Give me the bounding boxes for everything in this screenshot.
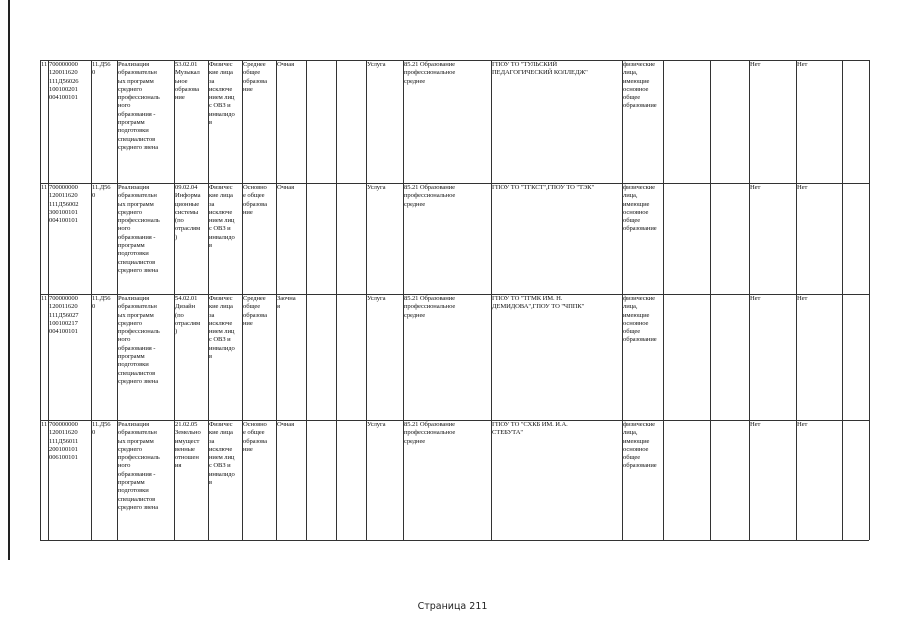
okved-code-cell: 11.Д56 0 [92,184,111,200]
flag-1-cell: Нет [750,61,761,68]
specialty-cell: 54.02.01 Дизайн (по отраслям ) [175,295,201,336]
flag-2-cell: Нет [797,421,808,428]
okved-name-cell: 85.21 Образование профессиональное среднее [404,184,456,208]
service-type-cell: Услуга [367,184,386,191]
row-number-cell: 11 [41,295,47,302]
row-number-cell: 11 [41,61,47,68]
specialty-cell: 21.02.05 Земельно имущест венные отношен ия [175,421,201,470]
specialty-cell: 53.02.01 Музыкал ьное образова ние [175,61,200,102]
row-number-cell: 11 [41,184,47,191]
study-form-cell: Очная [277,61,295,68]
consumers-cell: физические лица, имеющие основное общее образование [623,421,657,470]
service-type-cell: Услуга [367,421,386,428]
service-type-cell: Услуга [367,295,386,302]
okved-name-cell: 85.21 Образование профессиональное среднее [404,421,456,445]
registry-code-cell: 700000000 120011620 111Д56002 300100101 004100101 [49,184,79,225]
organization-cell: ГПОУ ТО "СХКБ ИМ. И.А. СТЕБУТА" [492,421,568,437]
consumer-category-cell: Физичес кие лица за исключе нием лиц с ОВЗ и инвалидо в [209,61,235,127]
registry-code-cell: 700000000 120011620 111Д56027 100100217 004100101 [49,295,79,336]
education-level-cell: Среднее общее образова ние [243,61,267,93]
table-column-line [663,60,664,540]
page-number: Страница 211 [417,601,488,612]
flag-1-cell: Нет [750,421,761,428]
organization-cell: ГПОУ ТО "ТГМК ИМ. Н. ДЕМИДОВА",ГПОУ ТО "ЧППК" [492,295,585,311]
education-level-cell: Основно е общее образова ние [243,421,267,453]
okved-code-cell: 11.Д56 0 [92,421,111,437]
study-form-cell: Очная [277,184,295,191]
consumers-cell: физические лица, имеющие основное общее образование [623,295,657,344]
service-name-cell: Реализация образовательн ых программ среднего профессиональ ного образования - программ подготовки специалистов среднего звена [118,184,160,274]
row-number-cell: 11 [41,421,47,428]
okved-code-cell: 11.Д56 0 [92,295,111,311]
flag-2-cell: Нет [797,184,808,191]
study-form-cell: Заочна я [277,295,296,311]
registry-code-cell: 700000000 120011620 111Д56026 100100201 004100101 [49,61,79,102]
table-column-line [306,60,307,540]
flag-1-cell: Нет [750,295,761,302]
education-level-cell: Основно е общее образова ние [243,184,267,216]
table-row-line [40,540,869,541]
page-left-border [8,0,10,560]
education-level-cell: Среднее общее образова ние [243,295,267,327]
consumer-category-cell: Физичес кие лица за исключе нием лиц с ОВЗ и инвалидо в [209,295,235,361]
okved-code-cell: 11.Д56 0 [92,61,111,77]
service-name-cell: Реализация образовательн ых программ среднего профессиональ ного образования - программ подготовки специалистов среднего звена [118,295,160,385]
service-name-cell: Реализация образовательн ых программ среднего профессиональ ного образования - программ подготовки специалистов среднего звена [118,421,160,511]
table-column-line [710,60,711,540]
okved-name-cell: 85.21 Образование профессиональное среднее [404,295,456,319]
organization-cell: ГПОУ ТО "ТГКСТ",ГПОУ ТО "ТЭК" [492,184,595,191]
study-form-cell: Очная [277,421,295,428]
service-name-cell: Реализация образовательн ых программ среднего профессиональ ного образования - программ подготовки специалистов среднего звена [118,61,160,151]
registry-code-cell: 700000000 120011620 111Д56011 200100101 006100101 [49,421,79,462]
consumers-cell: физические лица, имеющие основное общее образование [623,61,657,110]
table-column-line [869,60,870,540]
flag-2-cell: Нет [797,295,808,302]
okved-name-cell: 85.21 Образование профессиональное среднее [404,61,456,85]
consumer-category-cell: Физичес кие лица за исключе нием лиц с ОВЗ и инвалидо в [209,421,235,487]
flag-2-cell: Нет [797,61,808,68]
consumer-category-cell: Физичес кие лица за исключе нием лиц с ОВЗ и инвалидо в [209,184,235,250]
flag-1-cell: Нет [750,184,761,191]
specialty-cell: 09.02.04 Информа ционные системы (по отраслям ) [175,184,201,241]
consumers-cell: физические лица, имеющие основное общее образование [623,184,657,233]
service-type-cell: Услуга [367,61,386,68]
organization-cell: ГПОУ ТО "ТУЛЬСКИЙ ПЕДАГОГИЧЕСКИЙ КОЛЛЕДЖ" [492,61,588,77]
table-column-line [842,60,843,540]
table-column-line [336,60,337,540]
